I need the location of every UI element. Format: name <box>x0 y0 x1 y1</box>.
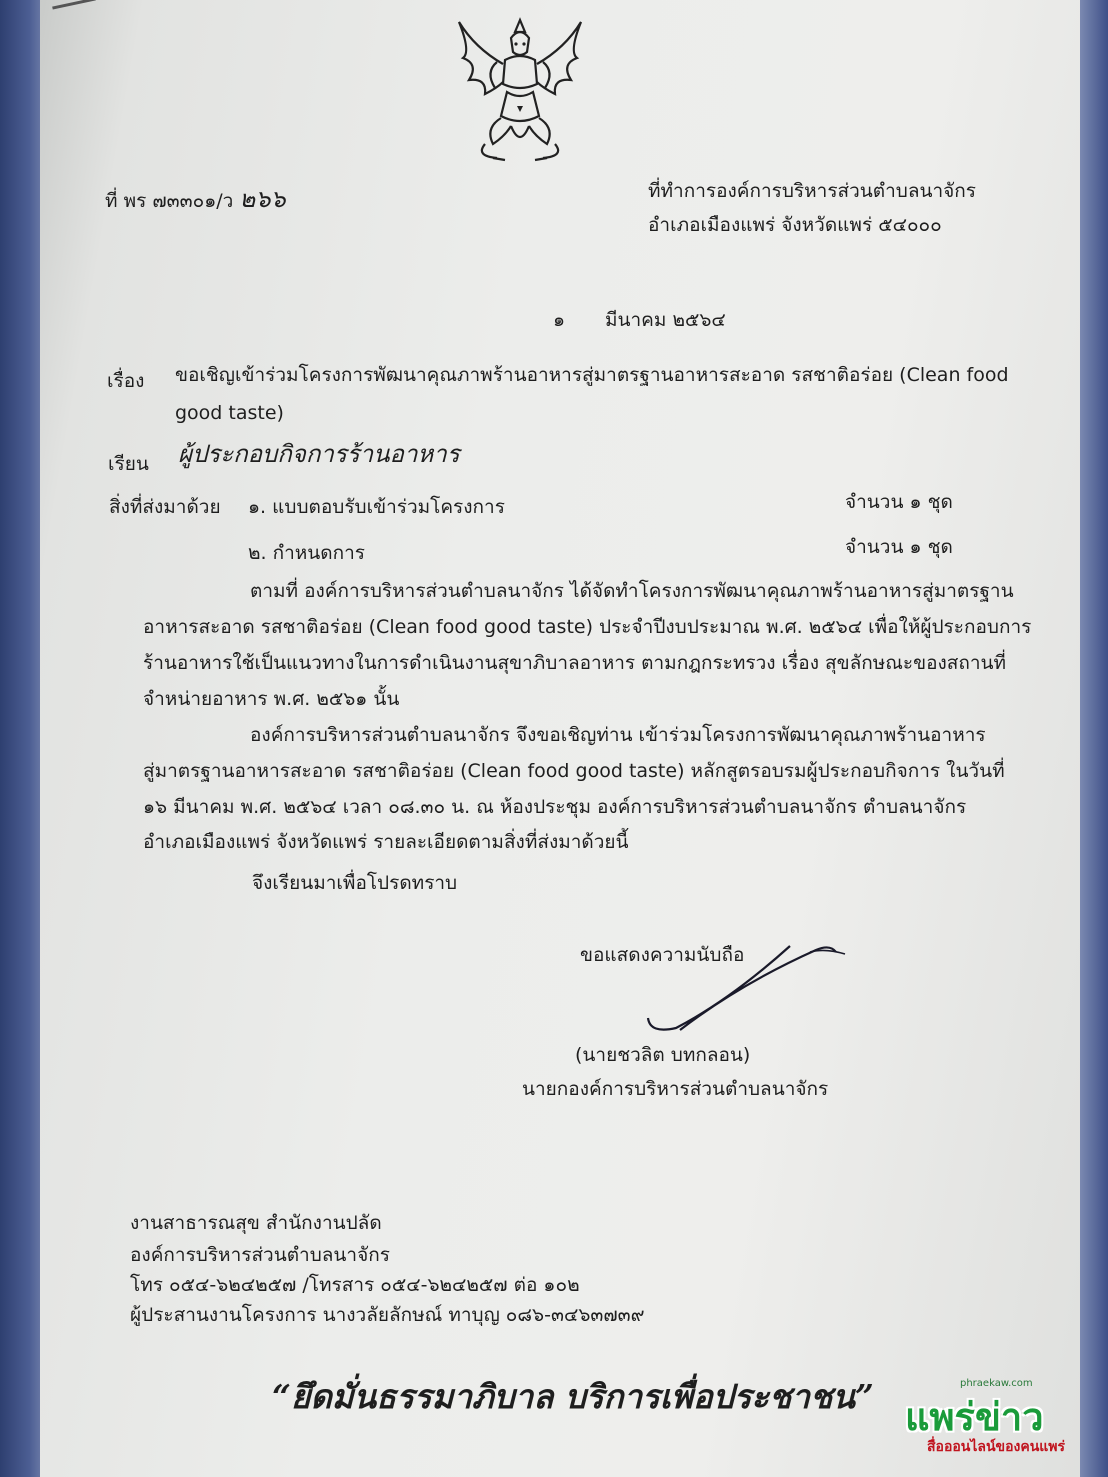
watermark-url: phraekaw.com <box>960 1378 1033 1389</box>
paragraph-2-line-2: สู่มาตรฐานอาหารสะอาด รสชาติอร่อย (Clean food good taste) หลักสูตรอบรมผู้ประกอบกิจการ ในวันที่ <box>143 760 1005 782</box>
subject-label: เรื่อง <box>107 370 145 392</box>
signatory-name: (นายชวลิต บทกลอน) <box>575 1044 751 1066</box>
enclosure-item-1: ๑. แบบตอบรับเข้าร่วมโครงการ <box>248 496 505 518</box>
closing-request: จึงเรียนมาเพื่อโปรดทราบ <box>252 872 458 894</box>
desk-edge-right <box>1078 0 1108 1477</box>
footer-phone-fax: โทร ๐๕๔-๖๒๔๒๕๗ /โทรสาร ๐๕๔-๖๒๔๒๕๗ ต่อ ๑๐๒ <box>130 1274 580 1296</box>
paragraph-1-line-1: ตามที่ องค์การบริหารส่วนตำบลนาจักร ได้จัดทำโครงการพัฒนาคุณภาพร้านอาหารสู่มาตรฐาน <box>250 580 1014 602</box>
footer-department: งานสาธารณสุข สำนักงานปลัด <box>130 1212 382 1234</box>
recipient-name-handwritten: ผู้ประกอบกิจการร้านอาหาร <box>178 440 460 468</box>
signature-salutation: ขอแสดงความนับถือ <box>580 944 745 966</box>
desk-edge-left <box>0 0 42 1477</box>
watermark-brand: แพร่ข่าว <box>905 1395 1044 1439</box>
letter-date-day: ๑ <box>553 309 566 331</box>
paragraph-2-line-4: อำเภอเมืองแพร่ จังหวัดแพร่ รายละเอียดตามสิ่งที่ส่งมาด้วยนี้ <box>143 831 629 853</box>
paragraph-1-line-4: จำหน่ายอาหาร พ.ศ. ๒๕๖๑ นั้น <box>143 688 400 710</box>
watermark-tagline: สื่อออนไลน์ของคนแพร่ <box>927 1439 1066 1455</box>
enclosure-item-1-qty: จำนวน ๑ ชุด <box>845 491 953 513</box>
enclosure-item-2: ๒. กำหนดการ <box>248 542 366 564</box>
signatory-position: นายกองค์การบริหารส่วนตำบลนาจักร <box>522 1078 829 1100</box>
office-address-line1: ที่ทำการองค์การบริหารส่วนตำบลนาจักร <box>648 180 977 202</box>
footer-organization: องค์การบริหารส่วนตำบลนาจักร <box>130 1244 390 1266</box>
recipient-label: เรียน <box>108 453 149 475</box>
reference-number: ที่ พร ๗๓๓๐๑/ว ๒๖๖ <box>105 185 286 213</box>
paragraph-2-line-1: องค์การบริหารส่วนตำบลนาจักร จึงขอเชิญท่าน เข้าร่วมโครงการพัฒนาคุณภาพร้านอาหาร <box>250 724 986 746</box>
garuda-emblem-icon <box>445 8 595 168</box>
subject-line1: ขอเชิญเข้าร่วมโครงการพัฒนาคุณภาพร้านอาหารสู่มาตรฐานอาหารสะอาด รสชาติอร่อย (Clean food <box>175 364 1009 386</box>
office-address-line2: อำเภอเมืองแพร่ จังหวัดแพร่ ๕๔๐๐๐ <box>648 214 942 236</box>
subject-line2: good taste) <box>175 402 284 424</box>
motto: “ยึดมั่นธรรมาภิบาล บริการเพื่อประชาชน” <box>272 1377 874 1416</box>
paragraph-2-line-3: ๑๖ มีนาคม พ.ศ. ๒๕๖๔ เวลา ๐๘.๓๐ น. ณ ห้องประชุม องค์การบริหารส่วนตำบลนาจักร ตำบลนาจักร <box>143 796 967 818</box>
enclosure-item-2-qty: จำนวน ๑ ชุด <box>845 536 953 558</box>
reference-number-handwritten: ๒๖๖ <box>239 185 286 213</box>
letter-date-month-year: มีนาคม ๒๕๖๔ <box>605 309 726 331</box>
paragraph-1-line-3: ร้านอาหารใช้เป็นแนวทางในการดำเนินงานสุขาภิบาลอาหาร ตามกฎกระทรวง เรื่อง สุขลักษณะของสถานที่ <box>143 652 1007 674</box>
handwritten-signature <box>640 940 860 1040</box>
paragraph-1-line-2: อาหารสะอาด รสชาติอร่อย (Clean food good taste) ประจำปีงบประมาณ พ.ศ. ๒๕๖๔ เพื่อให้ผู้ประกอบการ <box>143 616 1032 638</box>
enclosures-label: สิ่งที่ส่งมาด้วย <box>109 496 221 518</box>
footer-coordinator: ผู้ประสานงานโครงการ นางวลัยลักษณ์ ทาบุญ ๐๘๖-๓๔๖๓๗๓๙ <box>130 1304 645 1326</box>
